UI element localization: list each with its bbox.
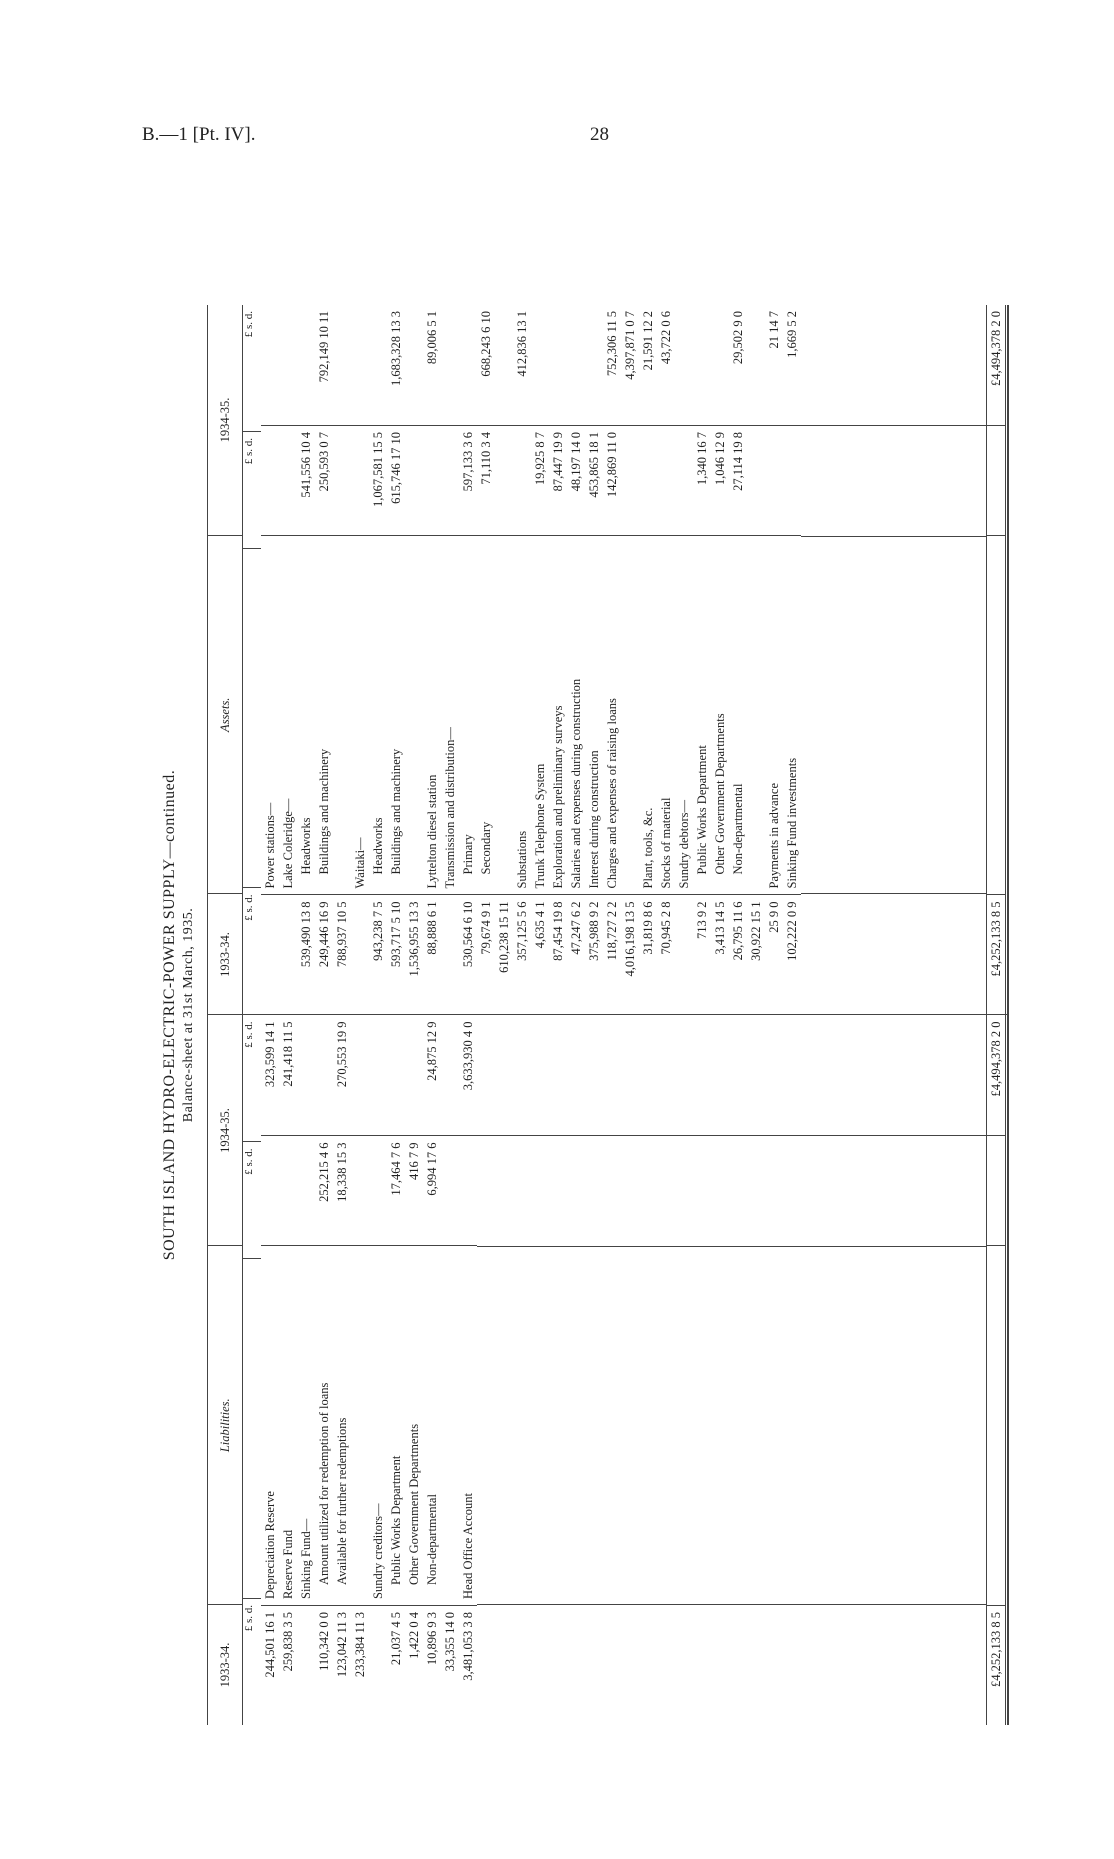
liabilities-cell-label: [441, 1246, 459, 1606]
assets-cell-tot: 752,306 11 5: [605, 311, 619, 377]
assets-cell-prev: 375,988 9 2: [585, 895, 603, 1015]
liabilities-row: [405, 1016, 423, 1726]
assets-cell-tot: 668,243 6 10: [479, 311, 493, 377]
liabilities-row: [333, 1016, 351, 1726]
liabilities-cell-prev: 33,355 14 0: [441, 1605, 459, 1725]
liabilities-cell-sub: [459, 1136, 477, 1246]
assets-total-curr: £4,494,378 2 0: [989, 311, 1003, 386]
assets-cell-tot: 792,149 10 11: [317, 311, 331, 383]
assets-cell-tot: [405, 305, 423, 425]
liabilities-cell-label: Sinking Fund—: [297, 1246, 315, 1606]
liabilities-cell-tot: [351, 1016, 369, 1136]
liabilities-cell-tot: 323,599 14 1: [263, 1021, 277, 1088]
assets-cell-label: Exploration and preliminary surveys: [549, 535, 567, 895]
assets-cell-sub: [513, 425, 531, 535]
assets-cell-sub: [423, 425, 441, 535]
assets-cell-tot: [333, 305, 351, 425]
assets-row: [441, 305, 459, 1015]
assets-cell-tot: [441, 305, 459, 425]
assets-cell-tot: [297, 305, 315, 425]
assets-cell-tot: 1,669 5 2: [785, 311, 799, 358]
liabilities-cell-prev: [369, 1605, 387, 1725]
assets-cell-prev: [441, 895, 459, 1015]
assets-cell-prev: 79,674 9 1: [477, 895, 495, 1015]
liabilities-cell-tot: 3,633,930 4 0: [461, 1021, 475, 1091]
liabilities-cell-tot: [315, 1016, 333, 1136]
liabilities-total-curr: £4,494,378 2 0: [989, 1021, 1003, 1097]
assets-cell-prev: 530,564 6 10: [459, 895, 477, 1015]
assets-total-label: [987, 535, 1005, 895]
assets-total-sub: [987, 425, 1005, 535]
assets-cell-prev: 4,016,198 13 5: [621, 895, 639, 1015]
assets-cell-sub: [747, 425, 765, 535]
liabilities-cell-prev: 244,501 16 1: [261, 1605, 279, 1725]
section-reference: B.—1 [Pt. IV].: [142, 124, 256, 145]
assets-cell-prev: 118,727 2 2: [603, 895, 621, 1015]
assets-cell-label: Trunk Telephone System: [531, 535, 549, 895]
assets-cell-prev: 70,945 2 8: [657, 895, 675, 1015]
assets-cell-label: Non-departmental: [729, 535, 747, 895]
liabilities-col-prev: 1933-34.: [208, 1604, 242, 1725]
assets-cell-sub: 1,067,581 15 5: [369, 425, 387, 535]
assets-cell-tot: [369, 305, 387, 425]
liabilities-cell-tot: [297, 1016, 315, 1136]
assets-cell-prev: 31,819 8 6: [639, 895, 657, 1015]
liabilities-cell-sub: 252,215 4 6: [315, 1136, 333, 1246]
assets-cell-sub: 27,114 19 8: [729, 425, 747, 535]
assets-cell-sub: 453,865 18 1: [585, 425, 603, 535]
assets-row: [423, 305, 441, 1015]
assets-unit-label: [243, 548, 261, 888]
liabilities-cell-tot: 241,418 11 5: [281, 1021, 295, 1087]
liabilities-total-row: [986, 1016, 1008, 1726]
assets-cell-label: Buildings and machinery: [315, 535, 333, 895]
assets-cell-label: Buildings and machinery: [387, 535, 405, 895]
assets-body: [243, 305, 986, 1015]
assets-row: [585, 305, 603, 1015]
assets-cell-label: Stocks of material: [657, 535, 675, 895]
assets-cell-label: Headworks: [297, 535, 315, 895]
liabilities-cell-sub: [351, 1136, 369, 1246]
assets-cell-sub: [405, 425, 423, 535]
assets-row: [315, 305, 333, 1015]
assets-cell-tot: 21,591 12 2: [641, 311, 655, 371]
assets-cell-prev: 88,888 6 1: [423, 895, 441, 1015]
assets-cell-tot: 43,722 0 6: [659, 311, 673, 365]
liabilities-section: [208, 1016, 1008, 1726]
assets-cell-label: Lake Coleridge—: [279, 535, 297, 895]
assets-cell-prev: 1,536,955 13 3: [405, 895, 423, 1015]
assets-cell-label: Interest during construction: [585, 535, 603, 895]
liabilities-cell-tot: 270,553 19 9: [335, 1021, 349, 1088]
assets-row: [351, 305, 369, 1015]
assets-row: [729, 305, 747, 1015]
liabilities-cell-prev: 123,042 11 3: [333, 1605, 351, 1725]
liabilities-heading: Liabilities.: [208, 1246, 242, 1605]
liabilities-cell-prev: [297, 1605, 315, 1725]
assets-cell-prev: 30,922 15 1: [747, 895, 765, 1015]
liabilities-row: [369, 1016, 387, 1726]
assets-cell-sub: 87,447 19 9: [549, 425, 567, 535]
assets-cell-tot: [279, 305, 297, 425]
assets-cell-label: [495, 535, 513, 895]
assets-cell-sub: [783, 425, 801, 535]
liabilities-row: [279, 1016, 297, 1726]
rotated-balance-sheet: [155, 285, 1015, 1745]
assets-cell-sub: [675, 425, 693, 535]
liabilities-cell-label: Non-departmental: [423, 1246, 441, 1606]
assets-cell-tot: 1,683,328 13 3: [389, 311, 403, 386]
assets-cell-label: Headworks: [369, 535, 387, 895]
assets-row: [711, 305, 729, 1015]
assets-cell-label: [333, 535, 351, 895]
assets-row: [603, 305, 621, 1015]
liabilities-cell-label: Other Government Departments: [405, 1246, 423, 1606]
liabilities-row: [351, 1016, 369, 1726]
assets-cell-sub: [261, 425, 279, 535]
assets-cell-prev: 610,238 15 11: [495, 895, 513, 1015]
assets-cell-sub: 1,340 16 7: [693, 425, 711, 535]
assets-cell-sub: [621, 425, 639, 535]
assets-row: [459, 305, 477, 1015]
assets-row: [495, 305, 513, 1015]
assets-total-prev: £4,252,133 8 5: [987, 895, 1005, 1015]
liabilities-cell-prev: 259,838 3 5: [279, 1605, 297, 1725]
assets-cell-label: [621, 535, 639, 895]
assets-cell-sub: 250,593 0 7: [315, 425, 333, 535]
balance-sheet-table: [207, 305, 1009, 1725]
assets-cell-sub: [765, 425, 783, 535]
liabilities-unit-row: [243, 1016, 261, 1726]
assets-cell-tot: 412,836 13 1: [515, 311, 529, 377]
sheet-subtitle: Balance-sheet at 31st March, 1935.: [181, 907, 196, 1123]
liabilities-row: [459, 1016, 477, 1726]
assets-cell-sub: 19,925 8 7: [531, 425, 549, 535]
assets-cell-prev: 3,413 14 5: [711, 895, 729, 1015]
assets-cell-tot: 4,397,871 0 7: [623, 311, 637, 380]
assets-cell-prev: [675, 895, 693, 1015]
assets-cell-sub: 597,133 3 6: [459, 425, 477, 535]
liabilities-cell-sub: [279, 1136, 297, 1246]
assets-cell-label: Payments in advance: [765, 535, 783, 895]
assets-cell-sub: [279, 425, 297, 535]
assets-cell-label: Primary: [459, 535, 477, 895]
assets-cell-sub: 71,110 3 4: [477, 425, 495, 535]
liabilities-filler-col: [477, 1247, 986, 1605]
liabilities-cell-label: Depreciation Reserve: [261, 1246, 279, 1606]
liabilities-cell-prev: 10,896 9 3: [423, 1605, 441, 1725]
assets-cell-prev: [351, 895, 369, 1015]
assets-cell-sub: [657, 425, 675, 535]
liabilities-row: [261, 1016, 279, 1726]
liabilities-cell-label: Head Office Account: [459, 1246, 477, 1606]
assets-cell-tot: [459, 305, 477, 425]
liabilities-row: [441, 1016, 459, 1726]
liabilities-cell-sub: [261, 1136, 279, 1246]
assets-cell-label: [747, 535, 765, 895]
assets-row: [567, 305, 585, 1015]
assets-cell-prev: 943,238 7 5: [369, 895, 387, 1015]
assets-row: [621, 305, 639, 1015]
liabilities-total-prev: £4,252,133 8 5: [987, 1605, 1005, 1725]
assets-header-row: [208, 305, 243, 1015]
assets-row: [387, 305, 405, 1015]
assets-row: [675, 305, 693, 1015]
assets-cell-tot: 89,006 5 1: [425, 311, 439, 365]
assets-cell-sub: 541,556 10 4: [297, 425, 315, 535]
liabilities-cell-prev: 233,384 11 3: [351, 1605, 369, 1725]
assets-filler-col: [801, 894, 986, 1015]
liabilities-total-sub: [987, 1136, 1005, 1246]
assets-cell-label: Secondary: [477, 535, 495, 895]
assets-cell-sub: [495, 425, 513, 535]
assets-cell-prev: [261, 895, 279, 1015]
assets-row: [639, 305, 657, 1015]
liabilities-cell-label: Sundry creditors—: [369, 1246, 387, 1606]
liabilities-cell-tot: [441, 1016, 459, 1136]
liabilities-total-label: [987, 1246, 1005, 1606]
assets-cell-tot: [711, 305, 729, 425]
assets-cell-sub: [441, 425, 459, 535]
assets-cell-prev: 26,795 11 6: [729, 895, 747, 1015]
assets-filler: [801, 305, 986, 1015]
assets-row: [297, 305, 315, 1015]
assets-cell-prev: 47,247 6 2: [567, 895, 585, 1015]
assets-cell-prev: 87,454 19 8: [549, 895, 567, 1015]
assets-unit-tot: £ s. d.: [243, 311, 255, 338]
liabilities-cell-sub: 416 7 9: [405, 1136, 423, 1246]
assets-cell-sub: 142,869 11 0: [603, 425, 621, 535]
assets-cell-label: Transmission and distribution—: [441, 535, 459, 895]
assets-unit-sub: £ s. d.: [243, 431, 261, 548]
liabilities-cell-tot: [405, 1016, 423, 1136]
liabilities-cell-sub: 17,464 7 6: [387, 1136, 405, 1246]
liabilities-filler-col: [477, 1136, 986, 1247]
liabilities-header-row: [208, 1016, 243, 1726]
assets-filler-col: [801, 305, 986, 425]
liabilities-unit-prev: £ s. d.: [243, 1598, 261, 1725]
assets-cell-prev: [279, 895, 297, 1015]
assets-cell-tot: [747, 305, 765, 425]
assets-cell-sub: 1,046 12 9: [711, 425, 729, 535]
assets-filler-col: [801, 536, 986, 894]
assets-cell-sub: 615,746 17 10: [387, 425, 405, 535]
assets-heading: Assets.: [208, 535, 242, 894]
assets-cell-label: Salaries and expenses during construction: [567, 535, 585, 895]
assets-row: [333, 305, 351, 1015]
page-number: 28: [590, 124, 609, 145]
liabilities-cell-tot: [387, 1016, 405, 1136]
liabilities-filler: [477, 1016, 986, 1726]
liabilities-cell-sub: [441, 1136, 459, 1246]
assets-row: [405, 305, 423, 1015]
liabilities-cell-label: Amount utilized for redemption of loans: [315, 1246, 333, 1606]
assets-cell-prev: 713 9 2: [693, 895, 711, 1015]
liabilities-cell-tot: 24,875 12 9: [425, 1021, 439, 1081]
assets-cell-tot: [567, 305, 585, 425]
liabilities-cell-prev: 21,037 4 5: [387, 1605, 405, 1725]
assets-cell-label: [405, 535, 423, 895]
assets-row: [531, 305, 549, 1015]
assets-cell-tot: [675, 305, 693, 425]
liabilities-row: [315, 1016, 333, 1726]
assets-cell-tot: [585, 305, 603, 425]
assets-cell-sub: 48,197 14 0: [567, 425, 585, 535]
assets-cell-tot: 29,502 9 0: [731, 311, 745, 365]
assets-row: [261, 305, 279, 1015]
liabilities-cell-label: Reserve Fund: [279, 1246, 297, 1606]
assets-cell-sub: [333, 425, 351, 535]
liabilities-cell-sub: [297, 1136, 315, 1246]
assets-cell-tot: [261, 305, 279, 425]
liabilities-cell-prev: 110,342 0 0: [315, 1605, 333, 1725]
assets-row: [279, 305, 297, 1015]
assets-row: [477, 305, 495, 1015]
liabilities-unit-label: [243, 1259, 261, 1599]
assets-row: [657, 305, 675, 1015]
liabilities-cell-label: Public Works Department: [387, 1246, 405, 1606]
sheet-title: SOUTH ISLAND HYDRO-ELECTRIC-POWER SUPPLY—continued.: [161, 769, 178, 1261]
assets-row: [549, 305, 567, 1015]
assets-row: [783, 305, 801, 1015]
assets-cell-tot: [495, 305, 513, 425]
assets-cell-tot: [549, 305, 567, 425]
assets-cell-label: Waitaki—: [351, 535, 369, 895]
assets-cell-tot: [531, 305, 549, 425]
assets-row: [747, 305, 765, 1015]
assets-cell-label: Power stations—: [261, 535, 279, 895]
assets-cell-label: Other Government Departments: [711, 535, 729, 895]
assets-row: [765, 305, 783, 1015]
assets-cell-label: Charges and expenses of raising loans: [603, 535, 621, 895]
liabilities-cell-label: [351, 1246, 369, 1606]
liabilities-cell-tot: [369, 1016, 387, 1136]
liabilities-unit-tot: £ s. d.: [243, 1021, 255, 1048]
liabilities-row: [387, 1016, 405, 1726]
assets-cell-label: Sundry debtors—: [675, 535, 693, 895]
assets-unit-prev: £ s. d.: [243, 888, 261, 1015]
liabilities-body: [243, 1016, 986, 1726]
assets-cell-sub: [639, 425, 657, 535]
liabilities-filler-col: [477, 1604, 986, 1725]
assets-cell-label: Lyttelton diesel station: [423, 535, 441, 895]
assets-cell-prev: 102,222 0 9: [783, 895, 801, 1015]
liabilities-filler-col: [477, 1016, 986, 1136]
assets-row: [693, 305, 711, 1015]
liabilities-col-curr: 1934-35.: [217, 1108, 232, 1153]
liabilities-row: [423, 1016, 441, 1726]
liabilities-cell-prev: 3,481,053 3 8: [459, 1605, 477, 1725]
assets-unit-row: [243, 305, 261, 1015]
assets-col-curr: 1934-35.: [217, 397, 232, 443]
liabilities-row: [297, 1016, 315, 1726]
liabilities-cell-sub: 18,338 15 3: [333, 1136, 351, 1246]
assets-cell-sub: [351, 425, 369, 535]
assets-row: [369, 305, 387, 1015]
assets-cell-tot: [351, 305, 369, 425]
liabilities-cell-sub: [369, 1136, 387, 1246]
assets-cell-prev: 25 9 0: [765, 895, 783, 1015]
assets-cell-label: Public Works Department: [693, 535, 711, 895]
assets-cell-label: Substations: [513, 535, 531, 895]
assets-cell-tot: 21 14 7: [767, 311, 781, 349]
assets-col-prev: 1933-34.: [208, 894, 242, 1015]
assets-cell-prev: 593,717 5 10: [387, 895, 405, 1015]
assets-filler-col: [801, 425, 986, 536]
assets-cell-prev: 357,125 5 6: [513, 895, 531, 1015]
assets-cell-prev: 249,446 16 9: [315, 895, 333, 1015]
assets-cell-prev: 788,937 10 5: [333, 895, 351, 1015]
assets-cell-label: Sinking Fund investments: [783, 535, 801, 895]
liabilities-cell-label: Available for further redemptions: [333, 1246, 351, 1606]
liabilities-cell-sub: 6,994 17 6: [423, 1136, 441, 1246]
assets-row: [513, 305, 531, 1015]
assets-cell-prev: 539,490 13 8: [297, 895, 315, 1015]
liabilities-cell-prev: 1,422 0 4: [405, 1605, 423, 1725]
assets-cell-prev: 4,635 4 1: [531, 895, 549, 1015]
assets-cell-label: Plant, tools, &c.: [639, 535, 657, 895]
assets-cell-tot: [693, 305, 711, 425]
assets-section: [208, 305, 1008, 1016]
liabilities-unit-sub: £ s. d.: [243, 1142, 261, 1259]
assets-total-row: [986, 305, 1008, 1015]
